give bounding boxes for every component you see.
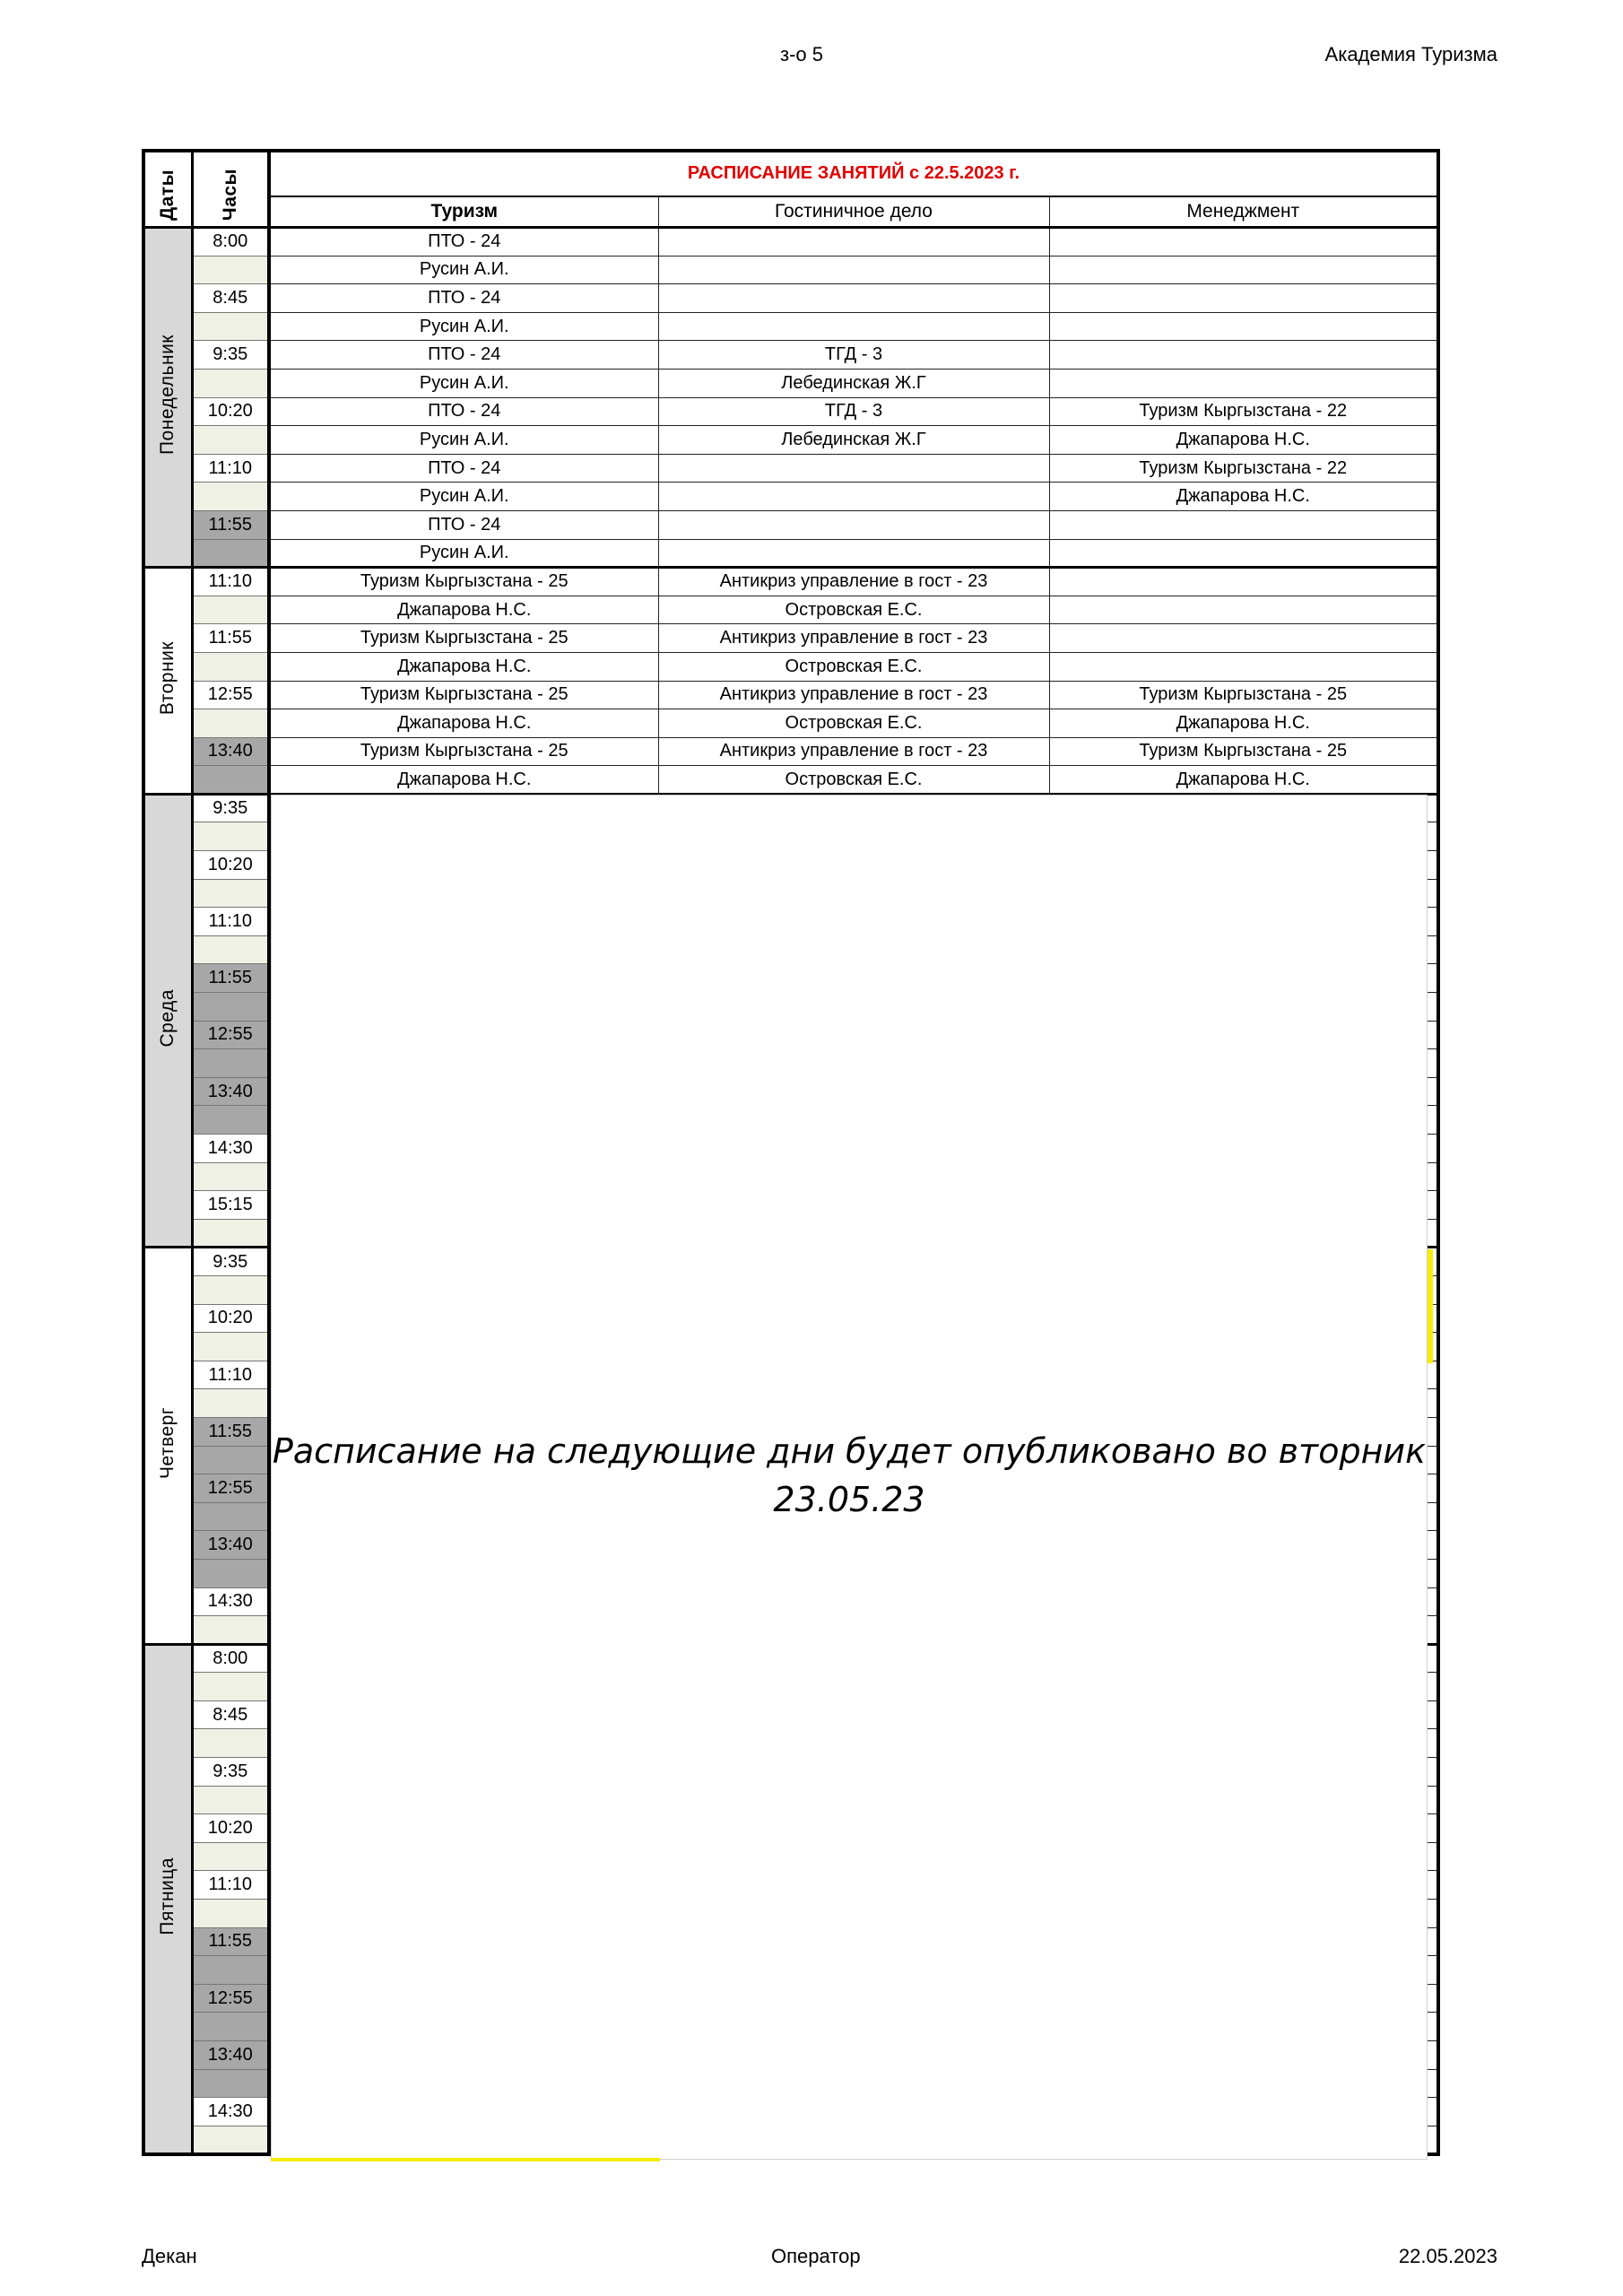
time-slot: 9:35 bbox=[192, 341, 269, 370]
schedule-cell: Антикриз управление в гост - 23 bbox=[658, 737, 1049, 766]
schedule-cell: Джапарова Н.С. bbox=[1049, 766, 1438, 795]
schedule-cell: Туризм Кыргызстана - 22 bbox=[1049, 454, 1438, 483]
table-row bbox=[143, 737, 1438, 766]
time-slot: 10:20 bbox=[192, 1304, 269, 1333]
time-slot: 8:00 bbox=[192, 1644, 269, 1673]
schedule-cell bbox=[1049, 510, 1438, 539]
time-slot: 11:10 bbox=[192, 1871, 269, 1900]
time-slot: 9:35 bbox=[192, 1758, 269, 1787]
schedule-cell: ПТО - 24 bbox=[269, 228, 658, 257]
schedule-cell: Джапарова Н.С. bbox=[269, 709, 658, 738]
table-row bbox=[143, 312, 1438, 341]
schedule-cell bbox=[1049, 568, 1438, 596]
schedule-cell: Русин А.И. bbox=[269, 369, 658, 397]
time-slot-blank bbox=[192, 1786, 269, 1814]
table-row bbox=[143, 256, 1438, 284]
day-label: Пятница bbox=[143, 1644, 192, 2154]
time-slot-blank bbox=[192, 766, 269, 795]
footer-date: 22.05.2023 bbox=[1398, 2245, 1497, 2267]
time-slot-blank bbox=[192, 1559, 269, 1587]
yellow-highlight-marker bbox=[271, 2158, 660, 2161]
time-slot-blank bbox=[192, 1502, 269, 1531]
time-slot: 12:55 bbox=[192, 1474, 269, 1503]
day-label: Среда bbox=[143, 794, 192, 1248]
time-slot: 11:55 bbox=[192, 964, 269, 993]
table-row bbox=[143, 483, 1438, 511]
schedule-cell: Антикриз управление в гост - 23 bbox=[658, 681, 1049, 709]
time-slot: 13:40 bbox=[192, 2041, 269, 2070]
time-slot: 8:45 bbox=[192, 284, 269, 313]
schedule-cell: Джапарова Н.С. bbox=[1049, 709, 1438, 738]
schedule-cell bbox=[1049, 284, 1438, 313]
time-slot-blank bbox=[192, 1900, 269, 1928]
schedule-cell: Русин А.И. bbox=[269, 539, 658, 568]
time-slot-blank bbox=[192, 2126, 269, 2154]
time-slot-blank bbox=[192, 709, 269, 738]
table-row bbox=[143, 510, 1438, 539]
schedule-cell bbox=[1049, 652, 1438, 681]
time-slot-blank bbox=[192, 2013, 269, 2041]
time-slot: 13:40 bbox=[192, 1531, 269, 1560]
time-slot-blank bbox=[192, 1956, 269, 1985]
schedule-cell: Джапарова Н.С. bbox=[269, 652, 658, 681]
time-slot-blank bbox=[192, 1106, 269, 1135]
time-slot-blank bbox=[192, 1275, 269, 1304]
table-row bbox=[143, 568, 1438, 596]
time-slot: 11:10 bbox=[192, 908, 269, 936]
schedule-cell: Русин А.И. bbox=[269, 256, 658, 284]
time-slot: 14:30 bbox=[192, 1587, 269, 1616]
time-slot-blank bbox=[192, 596, 269, 624]
time-slot: 11:55 bbox=[192, 1417, 269, 1446]
time-slot: 9:35 bbox=[192, 794, 269, 822]
dates-header: Даты bbox=[143, 151, 192, 228]
schedule-cell: Островская Е.С. bbox=[658, 596, 1049, 624]
time-slot: 13:40 bbox=[192, 1077, 269, 1106]
schedule-cell: Джапарова Н.С. bbox=[269, 766, 658, 795]
time-slot-blank bbox=[192, 2069, 269, 2098]
schedule-cell bbox=[658, 510, 1049, 539]
time-slot: 10:20 bbox=[192, 397, 269, 426]
table-row bbox=[143, 284, 1438, 313]
time-slot: 11:10 bbox=[192, 1361, 269, 1389]
table-row bbox=[143, 397, 1438, 426]
schedule-cell: Антикриз управление в гост - 23 bbox=[658, 624, 1049, 653]
schedule-cell bbox=[658, 483, 1049, 511]
schedule-cell: Лебединская Ж.Г bbox=[658, 426, 1049, 455]
schedule-cell: Туризм Кыргызстана - 22 bbox=[1049, 397, 1438, 426]
time-slot-blank bbox=[192, 539, 269, 568]
schedule-cell: ПТО - 24 bbox=[269, 397, 658, 426]
time-slot-blank bbox=[192, 879, 269, 908]
schedule-cell: Лебединская Ж.Г bbox=[658, 369, 1049, 397]
schedule-cell: Антикриз управление в гост - 23 bbox=[658, 568, 1049, 596]
schedule-cell bbox=[1049, 369, 1438, 397]
schedule-cell bbox=[1049, 624, 1438, 653]
table-row bbox=[143, 596, 1438, 624]
column-header-tourism: Туризм bbox=[269, 196, 658, 228]
hours-header: Часы bbox=[192, 151, 269, 228]
time-slot-blank bbox=[192, 426, 269, 455]
column-header-hotel-business: Гостиничное дело bbox=[658, 196, 1049, 228]
time-slot-blank bbox=[192, 1842, 269, 1871]
time-slot: 11:55 bbox=[192, 624, 269, 653]
time-slot: 10:20 bbox=[192, 1814, 269, 1843]
time-slot: 11:10 bbox=[192, 568, 269, 596]
schedule-cell: Туризм Кыргызстана - 25 bbox=[269, 737, 658, 766]
time-slot-blank bbox=[192, 312, 269, 341]
schedule-cell: Русин А.И. bbox=[269, 426, 658, 455]
time-slot: 8:45 bbox=[192, 1700, 269, 1729]
schedule-cell bbox=[658, 284, 1049, 313]
schedule-cell: Туризм Кыргызстана - 25 bbox=[1049, 737, 1438, 766]
schedule-cell: Джапарова Н.С. bbox=[269, 596, 658, 624]
notice-line-1: Расписание на следующие дни будет опубликовано во вторник bbox=[272, 1431, 1427, 1471]
organization-name: Академия Туризма bbox=[1324, 43, 1497, 65]
table-row bbox=[143, 341, 1438, 370]
schedule-cell: Островская Е.С. bbox=[658, 709, 1049, 738]
footer-dean: Декан bbox=[142, 2245, 197, 2267]
schedule-cell: Туризм Кыргызстана - 25 bbox=[1049, 681, 1438, 709]
schedule-cell bbox=[658, 539, 1049, 568]
time-slot: 10:20 bbox=[192, 851, 269, 880]
yellow-highlight-marker bbox=[1428, 1249, 1433, 1363]
table-row bbox=[143, 766, 1438, 795]
notice-line-2: 23.05.23 bbox=[773, 1480, 925, 1519]
schedule-cell bbox=[658, 228, 1049, 257]
schedule-cell: Островская Е.С. bbox=[658, 652, 1049, 681]
schedule-cell bbox=[1049, 228, 1438, 257]
time-slot-blank bbox=[192, 652, 269, 681]
table-row bbox=[143, 624, 1438, 653]
table-row bbox=[143, 454, 1438, 483]
schedule-cell: Островская Е.С. bbox=[658, 766, 1049, 795]
time-slot-blank bbox=[192, 483, 269, 511]
column-header-management: Менеджмент bbox=[1049, 196, 1438, 228]
schedule-cell: ПТО - 24 bbox=[269, 341, 658, 370]
time-slot-blank bbox=[192, 1333, 269, 1361]
time-slot: 14:30 bbox=[192, 1135, 269, 1163]
time-slot-blank bbox=[192, 1049, 269, 1078]
schedule-cell: ПТО - 24 bbox=[269, 510, 658, 539]
time-slot-blank bbox=[192, 1729, 269, 1758]
schedule-cell bbox=[658, 312, 1049, 341]
schedule-cell: ПТО - 24 bbox=[269, 454, 658, 483]
schedule-notice bbox=[271, 795, 1428, 2160]
day-label: Понедельник bbox=[143, 228, 192, 568]
time-slot: 15:15 bbox=[192, 1191, 269, 1220]
time-slot-blank bbox=[192, 822, 269, 851]
time-slot-blank bbox=[192, 993, 269, 1022]
schedule-cell bbox=[1049, 312, 1438, 341]
schedule-cell: Русин А.И. bbox=[269, 312, 658, 341]
schedule-cell: Джапарова Н.С. bbox=[1049, 426, 1438, 455]
time-slot-blank bbox=[192, 935, 269, 964]
schedule-cell: Туризм Кыргызстана - 25 bbox=[269, 568, 658, 596]
schedule-cell bbox=[658, 256, 1049, 284]
time-slot: 9:35 bbox=[192, 1248, 269, 1276]
schedule-cell: ПТО - 24 bbox=[269, 284, 658, 313]
time-slot-blank bbox=[192, 1219, 269, 1248]
table-row bbox=[143, 709, 1438, 738]
time-slot: 12:55 bbox=[192, 681, 269, 709]
time-slot-blank bbox=[192, 1162, 269, 1191]
page-number: з-о 5 bbox=[780, 43, 823, 65]
time-slot-blank bbox=[192, 1616, 269, 1645]
schedule-cell bbox=[1049, 539, 1438, 568]
schedule-cell: ТГД - 3 bbox=[658, 341, 1049, 370]
schedule-cell: Туризм Кыргызстана - 25 bbox=[269, 681, 658, 709]
schedule-cell: Русин А.И. bbox=[269, 483, 658, 511]
schedule-cell bbox=[1049, 341, 1438, 370]
time-slot: 14:30 bbox=[192, 2098, 269, 2126]
time-slot-blank bbox=[192, 1389, 269, 1418]
time-slot: 12:55 bbox=[192, 1984, 269, 2013]
table-row bbox=[143, 681, 1438, 709]
day-label: Вторник bbox=[143, 568, 192, 795]
time-slot: 12:55 bbox=[192, 1021, 269, 1049]
table-row bbox=[143, 652, 1438, 681]
time-slot-blank bbox=[192, 1673, 269, 1701]
time-slot: 11:55 bbox=[192, 1927, 269, 1956]
schedule-cell bbox=[1049, 596, 1438, 624]
table-row bbox=[143, 228, 1438, 257]
table-row bbox=[143, 539, 1438, 568]
time-slot-blank bbox=[192, 369, 269, 397]
schedule-cell bbox=[658, 454, 1049, 483]
schedule-cell: ТГД - 3 bbox=[658, 397, 1049, 426]
time-slot-blank bbox=[192, 1446, 269, 1474]
time-slot: 11:55 bbox=[192, 510, 269, 539]
table-row bbox=[143, 426, 1438, 455]
footer-operator: Оператор bbox=[771, 2245, 861, 2267]
day-label: Четверг bbox=[143, 1248, 192, 1644]
time-slot: 13:40 bbox=[192, 737, 269, 766]
schedule-cell: Туризм Кыргызстана - 25 bbox=[269, 624, 658, 653]
table-row bbox=[143, 369, 1438, 397]
schedule-cell: Джапарова Н.С. bbox=[1049, 483, 1438, 511]
schedule-title: РАСПИСАНИЕ ЗАНЯТИЙ с 22.5.2023 г. bbox=[269, 151, 1438, 196]
schedule-cell bbox=[1049, 256, 1438, 284]
time-slot: 8:00 bbox=[192, 228, 269, 257]
time-slot: 11:10 bbox=[192, 454, 269, 483]
time-slot-blank bbox=[192, 256, 269, 284]
